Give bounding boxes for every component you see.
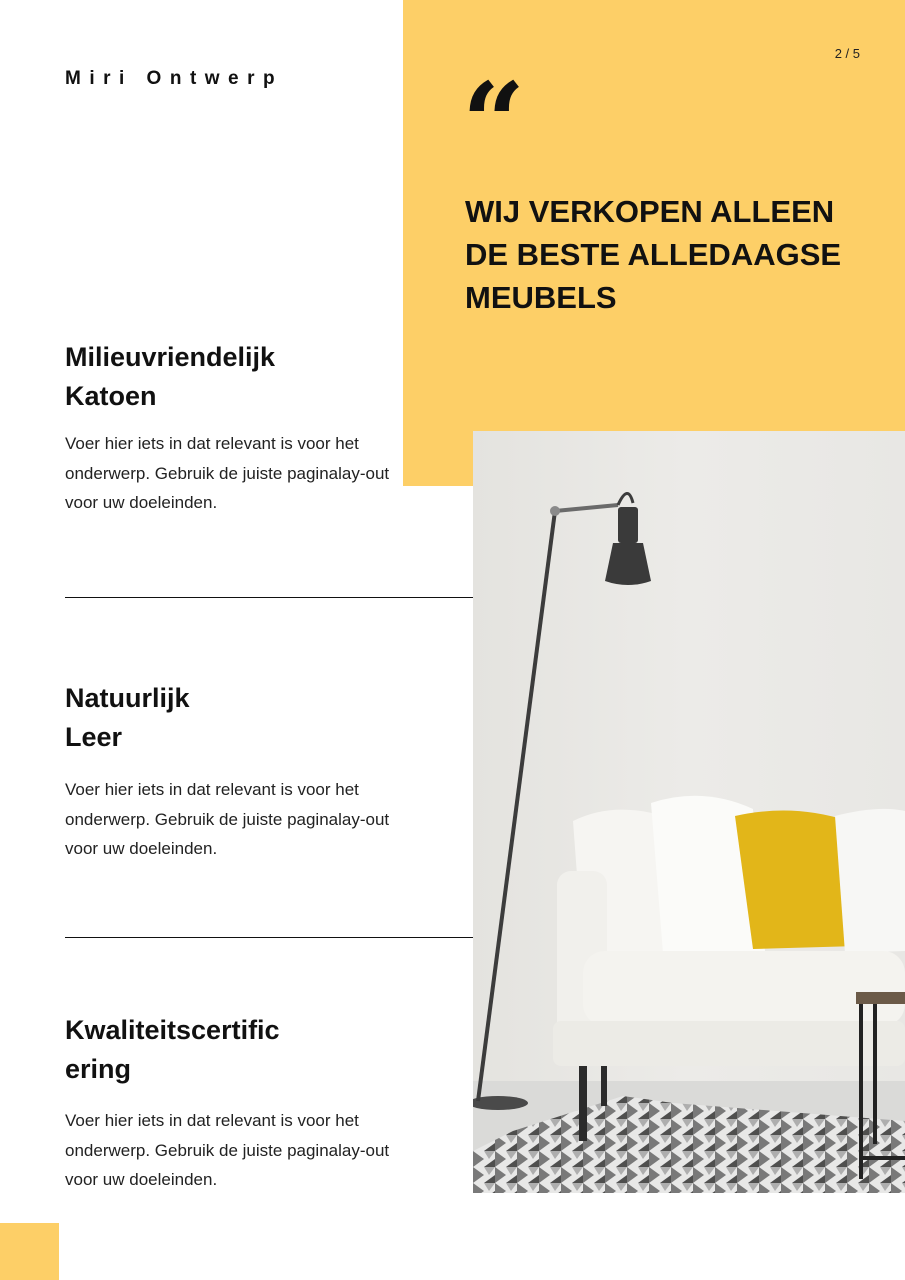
brand-name: Miri Ontwerp bbox=[65, 68, 284, 89]
section-title-line: ering bbox=[65, 1054, 132, 1084]
living-room-photo bbox=[473, 431, 905, 1193]
section-title-line: Milieuvriendelijk bbox=[65, 342, 276, 372]
divider bbox=[65, 597, 501, 598]
divider bbox=[65, 937, 501, 938]
section-title-line: Katoen bbox=[65, 381, 157, 411]
section-title-leather bbox=[65, 679, 395, 757]
section-title-certification bbox=[65, 1011, 395, 1089]
section-body-certification: Voer hier iets in dat relevant is voor het onderwerp. Gebruik de juiste paginalay-out voor uw doeleinden. bbox=[65, 1111, 390, 1189]
section-title-line: Kwaliteitscertific bbox=[65, 1015, 280, 1045]
quote-headline: WIJ VERKOPEN ALLEEN DE BESTE ALLEDAAGSE MEUBELS bbox=[465, 194, 842, 315]
section-title-line: Leer bbox=[65, 722, 123, 752]
page-number: 2 / 5 bbox=[834, 46, 860, 61]
quote-mark-icon: “ bbox=[462, 58, 526, 187]
section-title-line: Natuurlijk bbox=[65, 683, 190, 713]
corner-accent-block bbox=[0, 1223, 59, 1280]
section-title-cotton bbox=[65, 338, 395, 416]
section-body-cotton: Voer hier iets in dat relevant is voor het onderwerp. Gebruik de juiste paginalay-out voor uw doeleinden. bbox=[65, 434, 390, 512]
section-body-leather: Voer hier iets in dat relevant is voor het onderwerp. Gebruik de juiste paginalay-out voor uw doeleinden. bbox=[65, 780, 390, 858]
